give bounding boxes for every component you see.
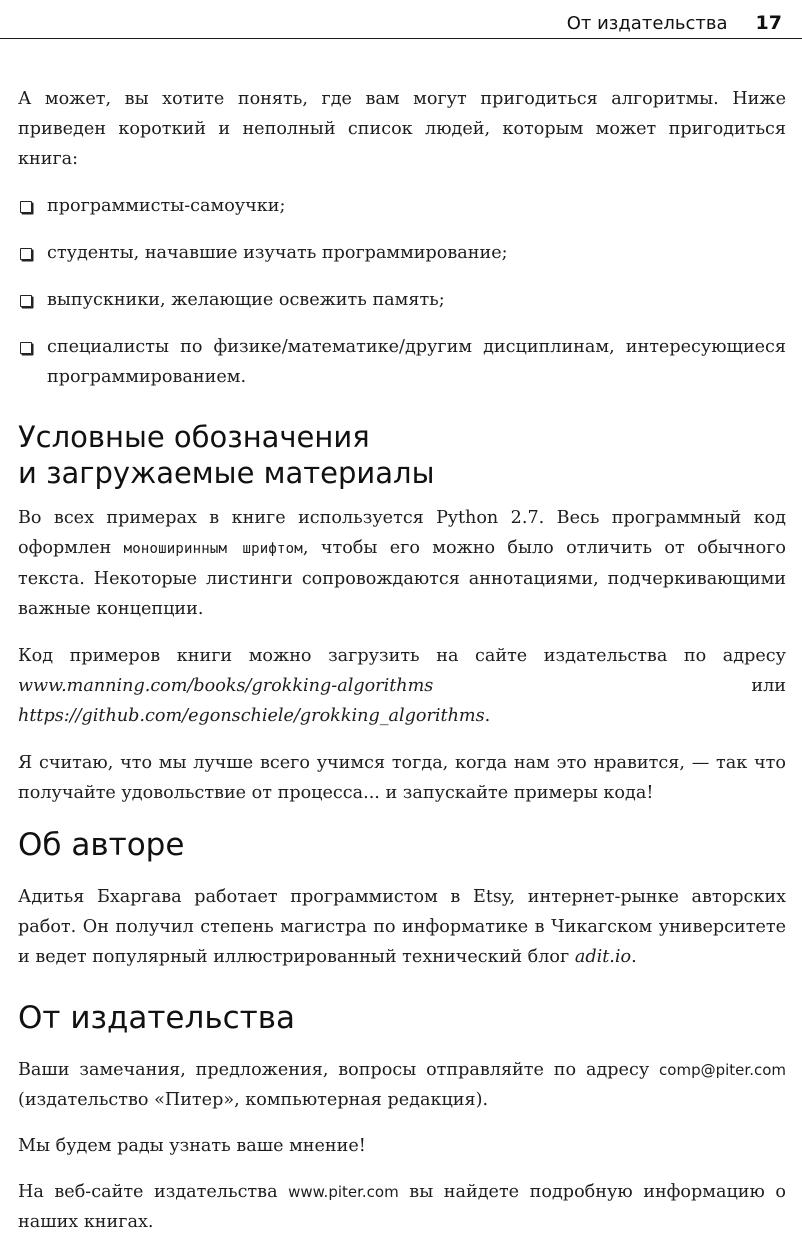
list-item-text: студенты, начавшие изучать программирование; (47, 243, 508, 263)
conventions-paragraph-download (18, 641, 786, 731)
publisher-paragraph-website (18, 1177, 786, 1237)
list-item-text: специалисты по физике/математике/другим дисциплинам, интересующиеся программированием. (47, 337, 786, 387)
conventions-paragraph-enjoy: Я считаю, что мы лучше всего учимся тогда, когда нам это нравится, — так что получайте удовольствие от процесса... и запускайте примеры кода! (18, 753, 786, 803)
conventions-heading (18, 419, 786, 491)
text-run: (издательство «Питер», компьютерная редакция). (18, 1090, 489, 1110)
text-run: Код примеров книги можно загрузить на сайте издательства по адресу (18, 646, 786, 666)
list-item (18, 238, 786, 268)
text-run: Адитья Бхаргава работает программистом в Etsy, интернет-рынке авторских работ. Он получил степень магистра по информатике в Чикагском университете и ведет популярный иллюстрированный технический блог (18, 887, 786, 967)
list-item (18, 191, 786, 221)
conventions-heading-line2: и загружаемые материалы (18, 456, 435, 490)
text-run: вы найдете подробную информацию о наших книгах. (18, 1182, 786, 1232)
conventions-paragraph-python (18, 503, 786, 624)
text-run: На веб-сайте издательства (18, 1182, 289, 1202)
intro-paragraph: А может, вы хотите понять, где вам могут пригодиться алгоритмы. Ниже приведен короткий и неполный список людей, которым может пригодиться книга: (18, 89, 786, 169)
page-content (18, 84, 786, 1253)
publisher-website: www.piter.com (288, 1183, 399, 1201)
running-head-title: От издательства (566, 12, 728, 34)
header-rule (0, 38, 802, 39)
checkbox-bullet-icon (20, 295, 32, 307)
text-run: Во всех примерах в книге используется Python 2.7. Весь программный код оформлен (18, 508, 786, 558)
monospace-sample: моноширинным шрифтом (123, 541, 303, 557)
conventions-heading-line1: Условные обозначения (18, 420, 370, 454)
page-number: 17 (755, 12, 782, 34)
github-url: https://github.com/egonschiele/grokking_algorithms (18, 706, 485, 726)
list-item (18, 285, 786, 315)
text-run: , чтобы его можно было отличить от обычного текста. Некоторые листинги сопровождаются аннотациями, подчеркивающими важные концепции. (18, 538, 786, 619)
text-run: или (433, 676, 786, 696)
audience-list (18, 191, 786, 392)
list-item-text: программисты-самоучки; (47, 196, 286, 216)
author-paragraph (18, 882, 786, 972)
blog-url: adit.io (574, 947, 632, 967)
list-item-text: выпускники, желающие освежить память; (47, 290, 445, 310)
publisher-email: comp@piter.com (659, 1061, 786, 1079)
text-run: . (484, 706, 491, 726)
publisher-paragraph-contact (18, 1055, 786, 1115)
checkbox-bullet-icon (20, 201, 32, 213)
publisher-paragraph-opinion: Мы будем рады узнать ваше мнение! (18, 1136, 366, 1156)
text-run: . (631, 947, 637, 967)
list-item (18, 332, 786, 392)
publisher-heading: От издательства (18, 1000, 295, 1036)
checkbox-bullet-icon (20, 248, 32, 260)
text-run: Ваши замечания, предложения, вопросы отправляйте по адресу (18, 1060, 660, 1080)
author-heading: Об авторе (18, 827, 185, 863)
running-head (567, 8, 782, 38)
manning-url: www.manning.com/books/grokking-algorithms (18, 676, 434, 696)
checkbox-bullet-icon (20, 342, 32, 354)
